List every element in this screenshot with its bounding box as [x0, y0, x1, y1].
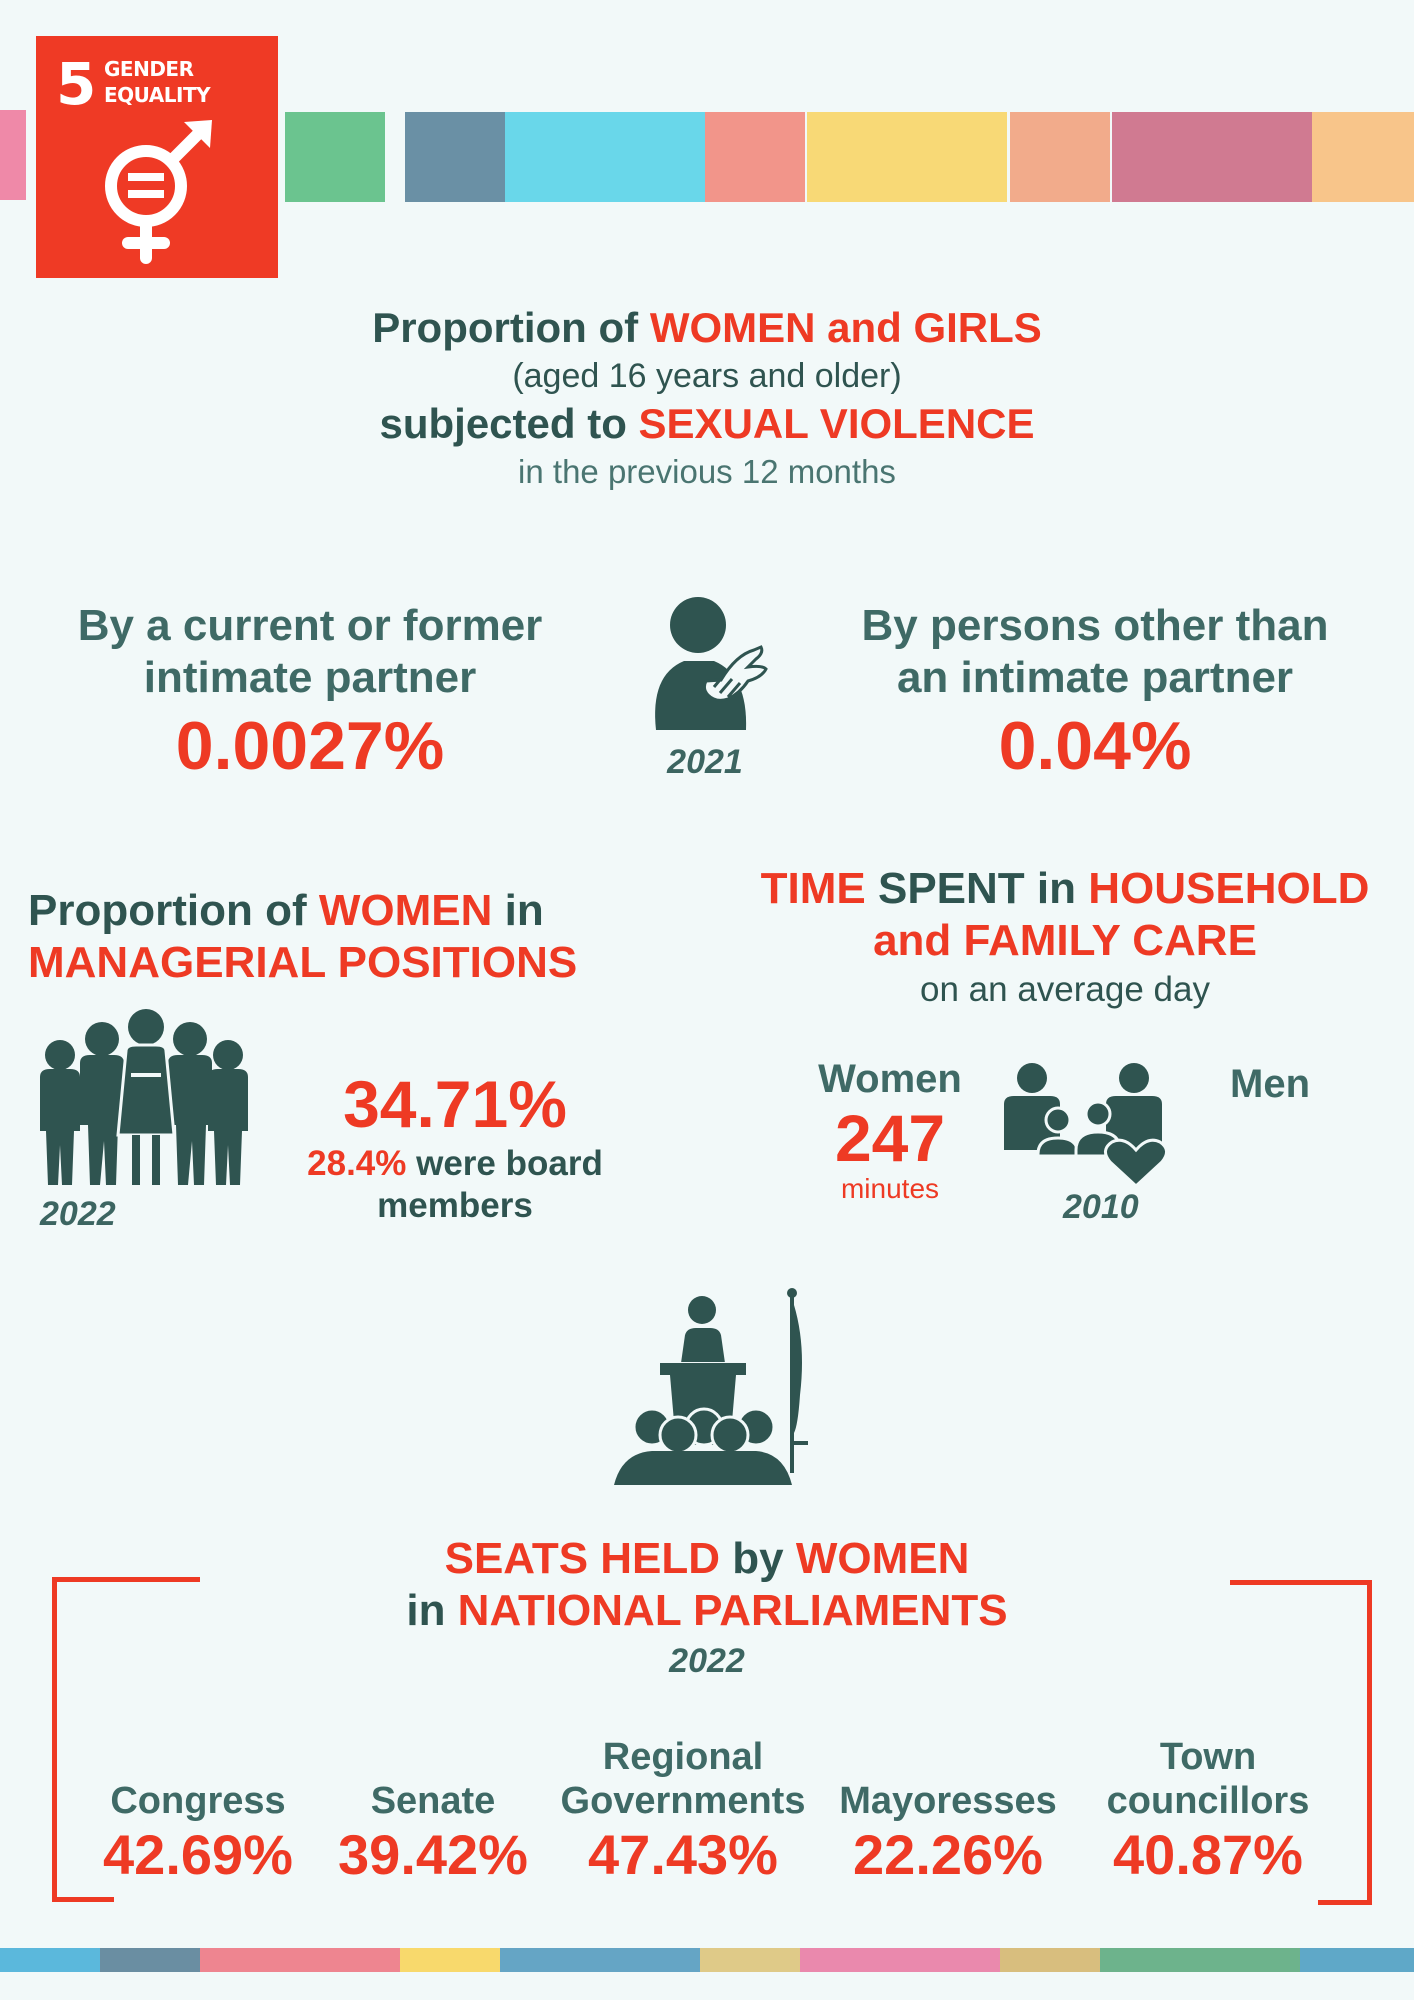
violence-title-b: WOMEN and GIRLS	[649, 304, 1042, 351]
stat-congress	[78, 1735, 318, 1887]
violence-non-partner-line1: By persons other than	[861, 601, 1329, 650]
bottom-stripe-segment	[400, 1948, 500, 1972]
parliament-title-line1	[0, 1533, 1414, 1585]
parliament-title-a: SEATS HELD	[444, 1534, 721, 1583]
board-members-line2: members	[377, 1186, 533, 1225]
stat-mayoresses-label1	[828, 1735, 1068, 1779]
comforting-hand-icon	[636, 595, 776, 735]
left-bracket-bottom	[52, 1897, 114, 1902]
bottom-stripe-segment	[100, 1948, 200, 1972]
stat-mayoresses-value: 22.26%	[853, 1823, 1043, 1886]
managerial-title-a: Proportion of	[28, 886, 319, 935]
violence-year: 2021	[667, 743, 743, 781]
time-title-e: and FAMILY CARE	[873, 916, 1257, 965]
stat-town-label2: councillors	[1106, 1780, 1310, 1822]
violence-title-d: SEXUAL VIOLENCE	[638, 400, 1035, 447]
managerial-value: 34.71%	[343, 1067, 567, 1141]
stat-congress-label1	[78, 1735, 318, 1779]
bottom-stripe-segment	[500, 1948, 700, 1972]
stat-senate	[328, 1735, 538, 1887]
stat-senate-label1	[328, 1735, 538, 1779]
time-title-c: in	[1024, 864, 1089, 913]
violence-partner-line2: intimate partner	[143, 653, 477, 702]
bottom-stripe-segment	[1000, 1948, 1100, 1972]
stat-regional	[548, 1735, 818, 1887]
time-women-unit: minutes	[840, 1173, 940, 1204]
parliament-header	[0, 1533, 1414, 1685]
violence-non-partner-value: 0.04%	[998, 708, 1192, 784]
parliament-title-c: WOMEN	[795, 1534, 970, 1583]
managerial-title-c: in	[492, 886, 544, 935]
time-year: 2010	[1063, 1188, 1139, 1226]
top-stripe-segment	[285, 112, 385, 202]
managerial-year: 2022	[40, 1195, 116, 1233]
managerial-title-b: WOMEN	[318, 886, 493, 935]
stat-mayoresses	[828, 1735, 1068, 1887]
stat-town-councillors	[1078, 1735, 1338, 1887]
stat-senate-label2: Senate	[370, 1780, 496, 1822]
time-women-block	[790, 1055, 990, 1205]
managerial-title-line1	[28, 885, 648, 937]
violence-non-partner-block	[815, 600, 1375, 788]
top-stripe-segment	[1312, 112, 1414, 202]
parliament-speaker-icon	[612, 1285, 812, 1490]
stat-senate-value: 39.42%	[338, 1823, 528, 1886]
stat-town-value: 40.87%	[1113, 1823, 1303, 1886]
stat-regional-label2: Governments	[560, 1780, 806, 1822]
board-members-value: 28.4%	[307, 1144, 407, 1183]
bottom-stripe-segment	[700, 1948, 800, 1972]
time-women-label: Women	[818, 1057, 962, 1101]
sdg-label-line2: EQUALITY	[104, 83, 211, 107]
top-stripe-segment	[1112, 112, 1312, 202]
violence-period: in the previous 12 months	[518, 453, 896, 490]
violence-title-line2	[0, 398, 1414, 450]
managerial-title	[28, 885, 648, 989]
time-header	[715, 863, 1414, 1013]
violence-partner-value: 0.0027%	[175, 708, 445, 784]
sdg-label-line1: GENDER	[104, 57, 194, 81]
violence-partner-block	[30, 600, 590, 788]
time-title-line1	[715, 863, 1414, 915]
time-title-d: HOUSEHOLD	[1088, 864, 1370, 913]
bottom-stripe-segment	[0, 1948, 100, 1972]
parliament-year: 2022	[669, 1642, 745, 1680]
top-stripe-segment	[0, 110, 26, 200]
gender-equality-icon	[36, 36, 278, 278]
managerial-title-d: MANAGERIAL POSITIONS	[28, 938, 578, 987]
bottom-stripe-segment	[1100, 1948, 1300, 1972]
board-members-line1	[270, 1143, 640, 1185]
top-stripe-segment	[807, 112, 1007, 202]
violence-partner-line1: By a current or former	[77, 601, 543, 650]
parliament-title-e: NATIONAL PARLIAMENTS	[457, 1586, 1008, 1635]
violence-title-line1	[0, 302, 1414, 354]
time-title-b: SPENT	[877, 864, 1025, 913]
stat-regional-label1: Regional	[602, 1736, 764, 1778]
family-care-icon	[1002, 1060, 1172, 1190]
stat-congress-label2: Congress	[110, 1780, 286, 1822]
parliament-title-b: by	[720, 1534, 796, 1583]
bottom-stripe-segment	[200, 1948, 400, 1972]
violence-header	[0, 302, 1414, 494]
top-stripe-segment	[1010, 112, 1110, 202]
stat-town-label1: Town	[1159, 1736, 1257, 1778]
stat-congress-value: 42.69%	[103, 1823, 293, 1886]
top-stripe-segment	[405, 112, 505, 202]
time-men-label: Men	[1230, 1062, 1310, 1106]
team-leader-icon	[36, 1005, 250, 1191]
right-bracket-bottom	[1318, 1900, 1372, 1905]
stat-regional-value: 47.43%	[588, 1823, 778, 1886]
time-women-value: 247	[834, 1101, 946, 1175]
violence-non-partner-line2: an intimate partner	[896, 653, 1294, 702]
sdg-number: 5	[56, 50, 97, 118]
managerial-stats	[270, 1065, 640, 1227]
parliament-title-d: in	[406, 1586, 458, 1635]
parliament-title-line2	[0, 1585, 1414, 1637]
violence-title-c: subjected to	[379, 400, 639, 447]
sdg-5-tile	[36, 36, 278, 278]
time-title-a: TIME	[760, 864, 878, 913]
top-stripe-segment	[505, 112, 705, 202]
stat-mayoresses-label2: Mayoresses	[839, 1780, 1057, 1822]
parliament-stats	[78, 1735, 1358, 1895]
bottom-stripe-segment	[800, 1948, 1000, 1972]
violence-title-a: Proportion of	[372, 304, 650, 351]
bottom-stripe-segment	[1300, 1948, 1414, 1972]
time-subtitle: on an average day	[920, 970, 1210, 1009]
violence-subtitle: (aged 16 years and older)	[512, 357, 902, 395]
top-stripe-segment	[705, 112, 805, 202]
board-members-text: were board	[406, 1144, 603, 1183]
